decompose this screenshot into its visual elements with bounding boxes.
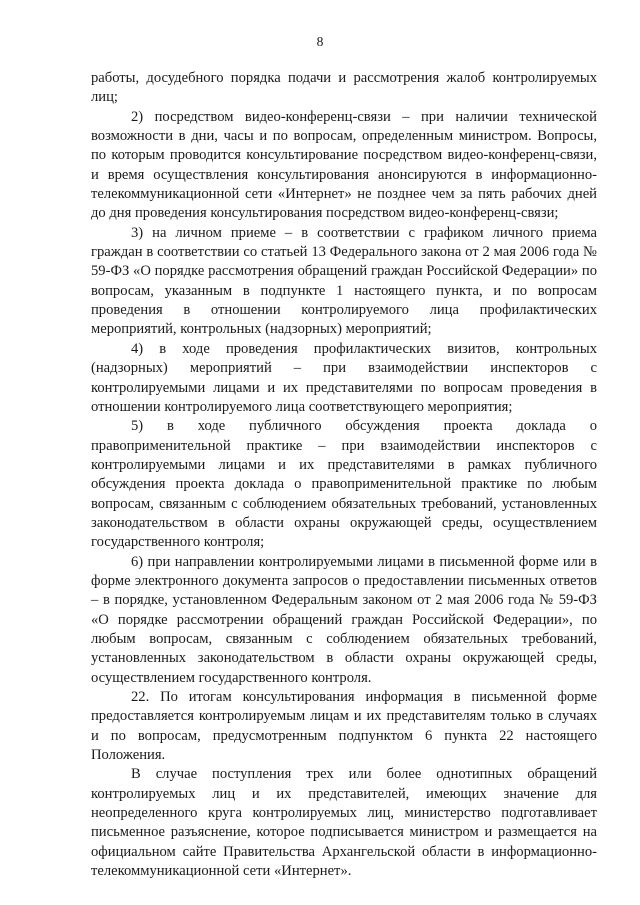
document-body: [91, 69, 597, 881]
page-number: 8: [316, 34, 324, 49]
paragraph-repeated-inquiries: В случае поступления трех или более однотипных обращений контролируемых лиц и их представителей, имеющих значение для неопределенного круга контролируемых лиц, министерство подготавливает письменное разъяснение, которое подписывается министром и размещается на официальном сайте Правительства Архангельской области в информационно-телекоммуникационной сети «Интернет».: [91, 766, 597, 880]
paragraph-item-3: 3) на личном приеме – в соответствии с графиком личного приема граждан в соответствии со статьей 13 Федерального закона от 2 мая 2006 года № 59-ФЗ «О порядке рассмотрения обращений граждан Российской Федерации» по вопросам, указанным в подпункте 1 настоящего пункта, и по вопросам проведения в отношении контролируемого лица профилактических мероприятий, контрольных (надзорных) мероприятий;: [91, 224, 597, 338]
paragraph-continuation: работы, досудебного порядка подачи и рассмотрения жалоб контролируемых лиц;: [91, 70, 597, 106]
paragraph-section-22: 22. По итогам консультирования информация в письменной форме предоставляется контролируемым лицам и их представителям только в случаях и по вопросам, предусмотренным подпунктом 6 пункта 22 настоящего Положения.: [91, 689, 597, 764]
paragraph-item-2: 2) посредством видео-конференц-связи – при наличии технической возможности в дни, часы и по вопросам, определенным министром. Вопросы, по которым проводится консультирование посредством видео-конференц-связи, и время осуществления консультирования анонсируются в информационно-телекоммуникационной сети «Интернет» не позднее чем за пять рабочих дней до дня проведения консультирования посредством видео-конференц-связи;: [91, 108, 597, 222]
paragraph-item-6: 6) при направлении контролируемыми лицами в письменной форме или в форме электронного документа запросов о предоставлении письменных ответов – в порядке, установленном Федеральным законом от 2 мая 2006 года № 59-ФЗ «О порядке рассмотрении обращений граждан Российской Федерации», по любым вопросам, связанным с соблюдением обязательных требований, установленных законодательством в области охраны окружающей среды, осуществлением государственного контроля.: [91, 553, 597, 686]
paragraph-item-5: 5) в ходе публичного обсуждения проекта доклада о правоприменительной практике – при взаимодействии инспекторов с контролируемыми лицами и их представителями в рамках публичного обсуждения проекта доклада о правоприменительной практике по любым вопросам, связанным с соблюдением обязательных требований, установленных законодательством в области охраны окружающей среды, осуществлением государственного контроля;: [91, 418, 597, 551]
paragraph-item-4: 4) в ходе проведения профилактических визитов, контрольных (надзорных) мероприятий – при взаимодействии инспекторов с контролируемыми лицами и их представителями по вопросам проведения в отношении контролируемого лица соответствующего мероприятия;: [91, 340, 597, 415]
